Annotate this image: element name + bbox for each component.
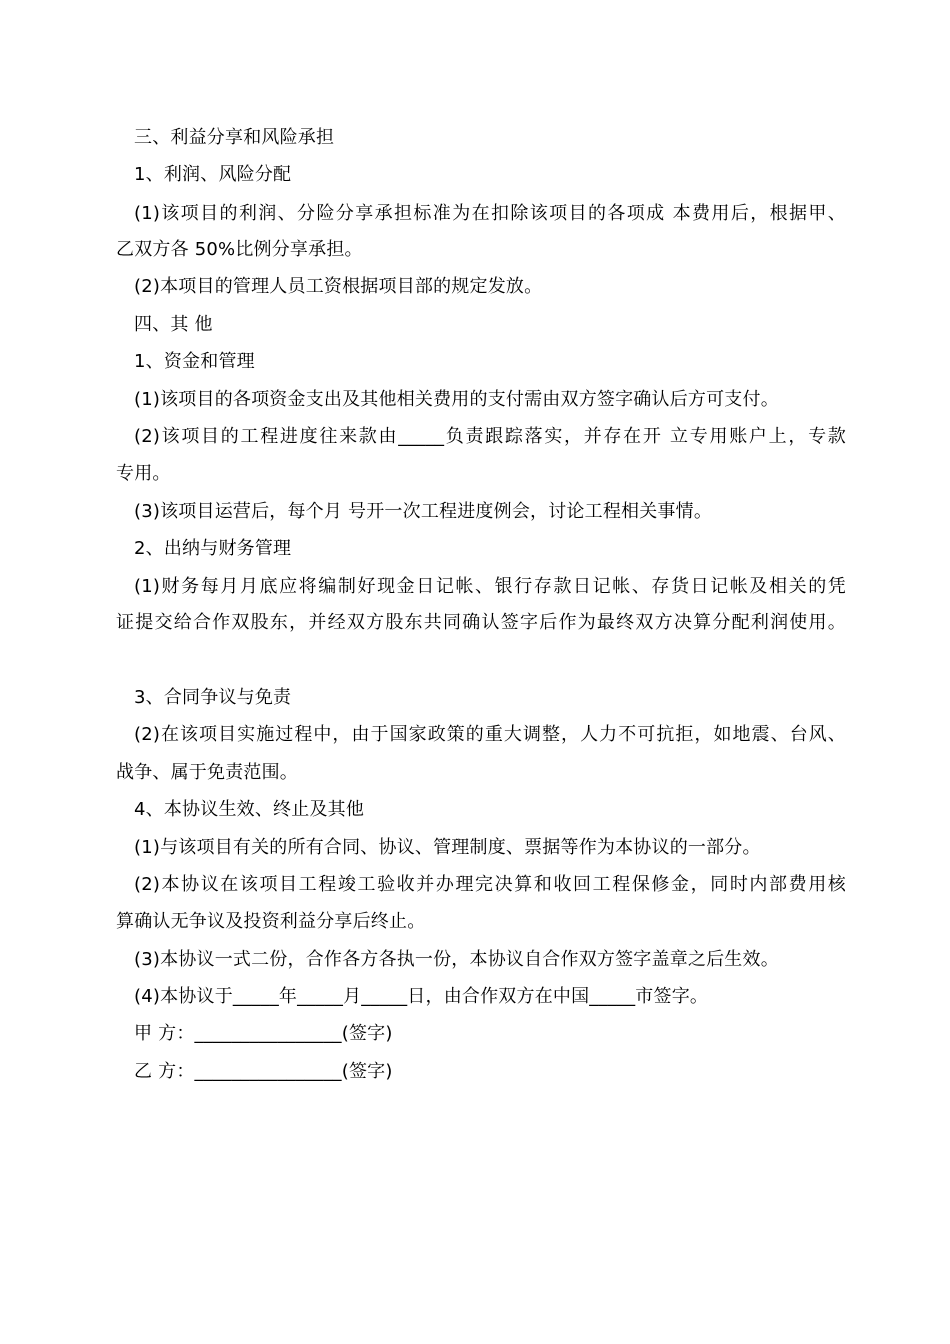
paragraph-line: (3)本协议一式二份，合作各方各执一份，本协议自合作双方签字盖章之后生效。 bbox=[134, 949, 779, 970]
paragraph-line: (2)在该项目实施过程中，由于国家政策的重大调整，人力不可抗拒，如地震、台风、 bbox=[134, 724, 846, 745]
paragraph-line: (1)该项目的各项资金支出及其他相关费用的支付需由双方签字确认后方可支付。 bbox=[134, 389, 779, 410]
paragraph-line: (1)该项目的利润、分险分享承担标准为在扣除该项目的各项成 本费用后，根据甲、 bbox=[134, 203, 846, 224]
paragraph-line: (3)该项目运营后，每个月 号开一次工程进度例会，讨论工程相关事情。 bbox=[134, 501, 713, 522]
subsection-heading-effect-termination: 4、本协议生效、终止及其他 bbox=[134, 799, 365, 820]
subsection-heading-profit-risk-allocation: 1、利润、风险分配 bbox=[134, 164, 292, 185]
paragraph-line-signing-date: (4)本协议于_____年_____月_____日，由合作双方在中国_____市签字。 bbox=[134, 986, 709, 1007]
paragraph-line: (1)与该项目有关的所有合同、协议、管理制度、票据等作为本协议的一部分。 bbox=[134, 837, 761, 858]
paragraph-line: (1)财务每月月底应将编制好现金日记帐、银行存款日记帐、存货日记帐及相关的凭 bbox=[134, 576, 846, 597]
paragraph-line: 算确认无争议及投资利益分享后终止。 bbox=[116, 911, 426, 932]
paragraph-line: (2)本项目的管理人员工资根据项目部的规定发放。 bbox=[134, 276, 543, 297]
section-heading-other: 四、其 他 bbox=[134, 314, 213, 335]
subsection-heading-funds-management: 1、资金和管理 bbox=[134, 351, 255, 372]
party-a-signature-line: 甲 方：________________(签字) bbox=[134, 1023, 393, 1044]
subsection-heading-cashier-finance: 2、出纳与财务管理 bbox=[134, 538, 292, 559]
party-b-signature-line: 乙 方：________________(签字) bbox=[134, 1061, 393, 1082]
paragraph-line: 证提交给合作双股东，并经双方股东共同确认签字后作为最终双方决算分配利润使用。 bbox=[116, 612, 846, 633]
section-heading-profit-risk: 三、利益分享和风险承担 bbox=[134, 127, 335, 148]
paragraph-line: (2)该项目的工程进度往来款由_____负责跟踪落实，并存在开 立专用账户上，专款 bbox=[134, 426, 846, 447]
subsection-heading-dispute-exemption: 3、合同争议与免责 bbox=[134, 687, 292, 708]
paragraph-line: (2)本协议在该项目工程竣工验收并办理完决算和收回工程保修金，同时内部费用核 bbox=[134, 874, 846, 895]
paragraph-line: 乙双方各 50%比例分享承担。 bbox=[116, 239, 363, 260]
paragraph-line: 专用。 bbox=[116, 463, 171, 484]
paragraph-line: 战争、属于免责范围。 bbox=[116, 762, 298, 783]
